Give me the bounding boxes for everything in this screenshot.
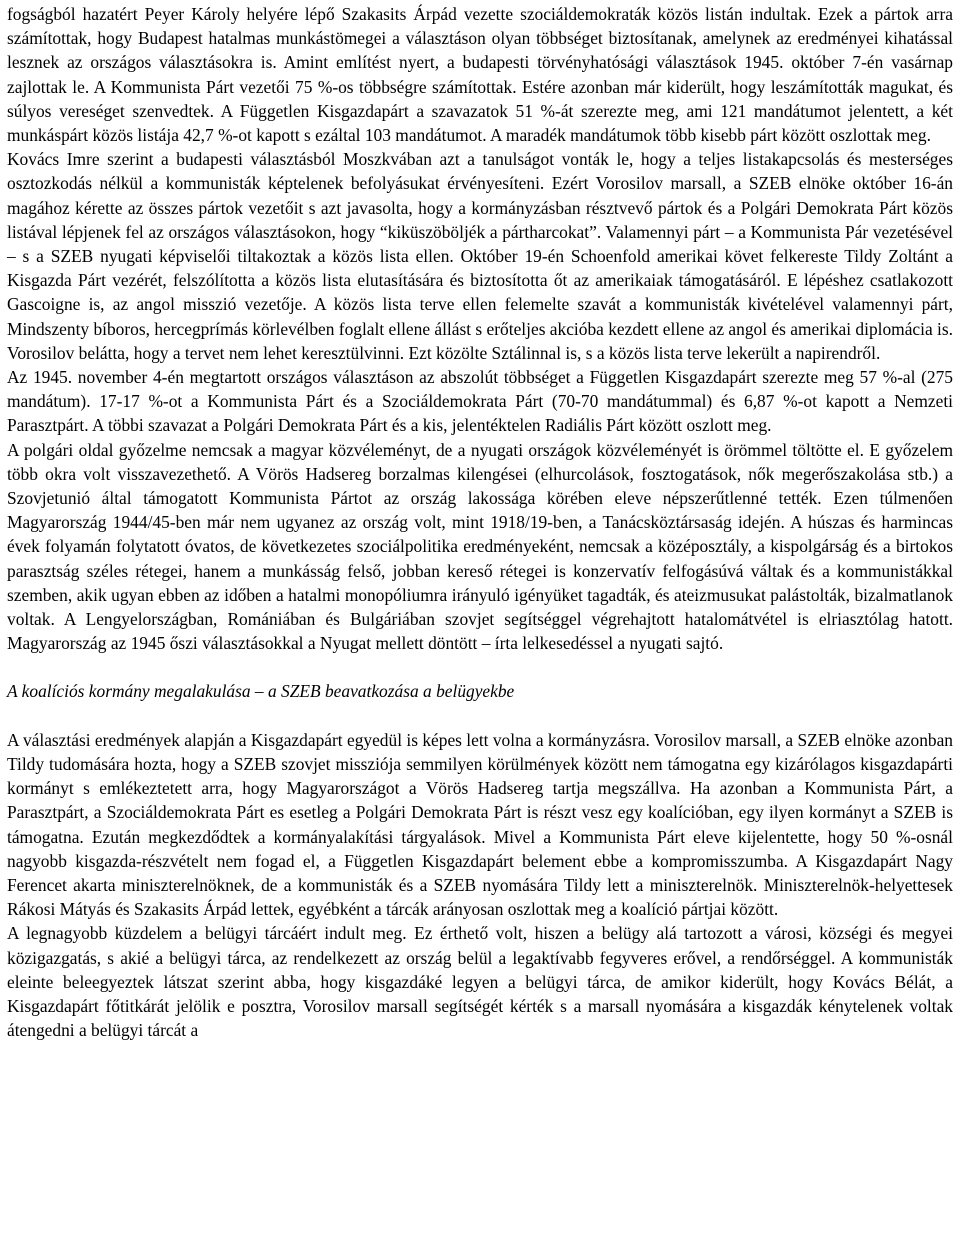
paragraph-coalition-government: A választási eredmények alapján a Kisgazdapárt egyedül is képes lett volna a kormányzásra. Vorosilov marsall, a SZEB elnöke azonban Tildy tudomására hozta, hogy a SZEB szovjet missziója semmilyen körülmények között nem támogatna egy kizárólagos kisgazdapárti kormányt s emlékeztetett arra, hogy Magyarországot a Vörös Hadsereg tartja megszállva. Ha azonban a Kommunista Párt, a Parasztpárt, a Szociáldemokrata Párt es esetleg a Polgári Demokrata Párt is részt vesz egy koalícióban, egy ilyen kormányt a SZEB is támogatna. Ezután megkezdődtek a kormányalakítási tárgyalások. Mivel a Kommunista Párt eleve kijelentette, hogy 50 %-osnál nagyobb kisgazda-részvételt nem fogad el, a Független Kisgazdapárt belement ebbe a kompromisszumba. A Kisgazdapárt Nagy Ferencet akarta miniszterelnöknek, de a kommunisták és a SZEB nyomására Tildy lett a miniszterelnök. Miniszterelnök-helyettesek Rákosi Mátyás és Szakasits Árpád lettek, egyébként a tárcák arányosan oszlottak meg a koalíció pártjai között.: [7, 729, 953, 920]
paragraph-interior-ministry: A legnagyobb küzdelem a belügyi tárcáért indult meg. Ez érthető volt, hiszen a belügy alá tartozott a városi, községi és megyei közigazgatás, s akié a belügyi tárca, az rendelkezett az ország belül a legaktívabb fegyveres erővel, a rendőrséggel. A kommunisták eleinte beleegyeztek látszat szerint abba, hogy kisgazdáké legyen a belügyi tárca, de amikor kiderült, hogy Kovács Bélát, a Kisgazdapárt főtitkárát jelölik e posztra, Vorosilov marsall segítségét kérték s a marsall nyomására a kisgazdák kénytelenek voltak átengedni a belügyi tárcát a: [7, 923, 953, 1041]
section-heading: A koalíciós kormány megalakulása – a SZEB beavatkozása a belügyekbe: [7, 681, 515, 702]
paragraph-national-election: Az 1945. november 4-én megtartott országos választáson az abszolút többséget a Független Kisgazdapárt szerezte meg 57 %-al (275 mandátum). 17-17 %-ot a Kommunista Párt és a Szociáldemokrata Párt (70-70 mandátummal) és 6,87 %-ot kapott a Nemzeti Parasztpárt. A többi szavazat a Polgári Demokrata Párt és a kis, jelentéktelen Radiális Párt között oszlott meg.: [7, 367, 953, 436]
paragraph-civic-victory: A polgári oldal győzelme nemcsak a magyar közvéleményt, de a nyugati országok közvéleményét is örömmel töltötte el. E győzelem több okra volt visszavezethető. A Vörös Hadsereg borzalmas kilengései (elhurcolások, fosztogatások, nők megerőszakolása stb.) a Szovjetunió által támogatott Kommunista Pártot az ország lakossága körében eleve népszerűtlenné tették. Ezen túlmenően Magyarország 1944/45-ben már nem ugyanez az ország volt, mint 1918/19-ben, a Tanácsköztársaság idején. A húszas és harmincas évek folyamán folytatott óvatos, de következetes szociálpolitika eredményeként, nemcsak a középosztály, a kispolgárság és a birtokos parasztság széles rétegei, hanem a munkásság felső, jobban kereső rétegei is konzervatív felfogásúvá váltak és a kommunistákkal szemben, akik ugyan ebben az időben a hatalmi monopóliumra irányuló igényüket tagadták, és ateizmusukat palástolták, bizalmatlanok voltak. A Lengyelországban, Romániában és Bulgáriában szovjet segítséggel végrehajtott hatalomátvétel is elriasztólag hatott. Magyarország az 1945 őszi választásokkal a Nyugat mellett döntött – írta lelkesedéssel a nyugati sajtó.: [7, 439, 953, 654]
paragraph-budapest-election: fogságból hazatért Peyer Károly helyére lépő Szakasits Árpád vezette szociáldemokraták közös listán indultak. Ezek a pártok arra számítottak, hogy Budapest hatalmas munkástömegei a választáson olyan többséget biztosítanak, amelynek az eredményei kihatással lesznek az országos választásokra is. Amint említést nyert, a budapesti törvényhatósági választások 1945. október 7-én vasárnap zajlottak le. A Kommunista Párt vezetői 75 %-os többségre számítottak. Estére azonban már kiderült, hogy leszámították magukat, és súlyos vereséget szenvedtek. A Független Kisgazdapárt a szavazatok 51 %-át szerezte meg, ami 121 mandátumot jelentett, a két munkáspárt közös listája 42,7 %-ot kapott s ezáltal 103 mandátumot. A maradék mandátumok több kisebb párt között oszlottak meg.: [7, 4, 953, 146]
paragraph-common-list: Kovács Imre szerint a budapesti választásból Moszkvában azt a tanulságot vonták le, hogy a teljes listakapcsolás és mesterséges osztozkodás nélkül a kommunisták képtelenek befolyásukat érvényesíteni. Ezért Vorosilov marsall, a SZEB elnöke október 16-án magához kérette az összes pártok vezetőit s azt javasolta, hogy a kormányzásban résztvevő pártok és a Polgári Demokrata Párt közös listával lépjenek fel az országos választásokon, hogy “kiküszöböljék a pártharcokat”. Valamennyi párt – a Kommunista Pár vezetésével – s a SZEB nyugati képviselői tiltakoztak a közös lista ellen. Október 19-én Schoenfold amerikai követ felkereste Tildy Zoltánt a Kisgazda Párt vezérét, felszólította a közös lista elutasítására és biztosította őt az amerikaiak támogatásáról. E lépéshez csatlakozott Gascoigne is, az angol misszió vezetője. A közös lista terve ellen felemelte szavát a kommunisták kivételével valamennyi párt, Mindszenty bíboros, hercegprímás körlevélben foglalt ellene állást s erőteljes akcióba kezdett ellene az angol és amerikai diplomácia is. Vorosilov belátta, hogy a tervet nem lehet keresztülvinni. Ezt közölte Sztálinnal is, s a közös lista terve lekerült a napirendről.: [7, 149, 953, 363]
document-page: [7, 2, 953, 1042]
